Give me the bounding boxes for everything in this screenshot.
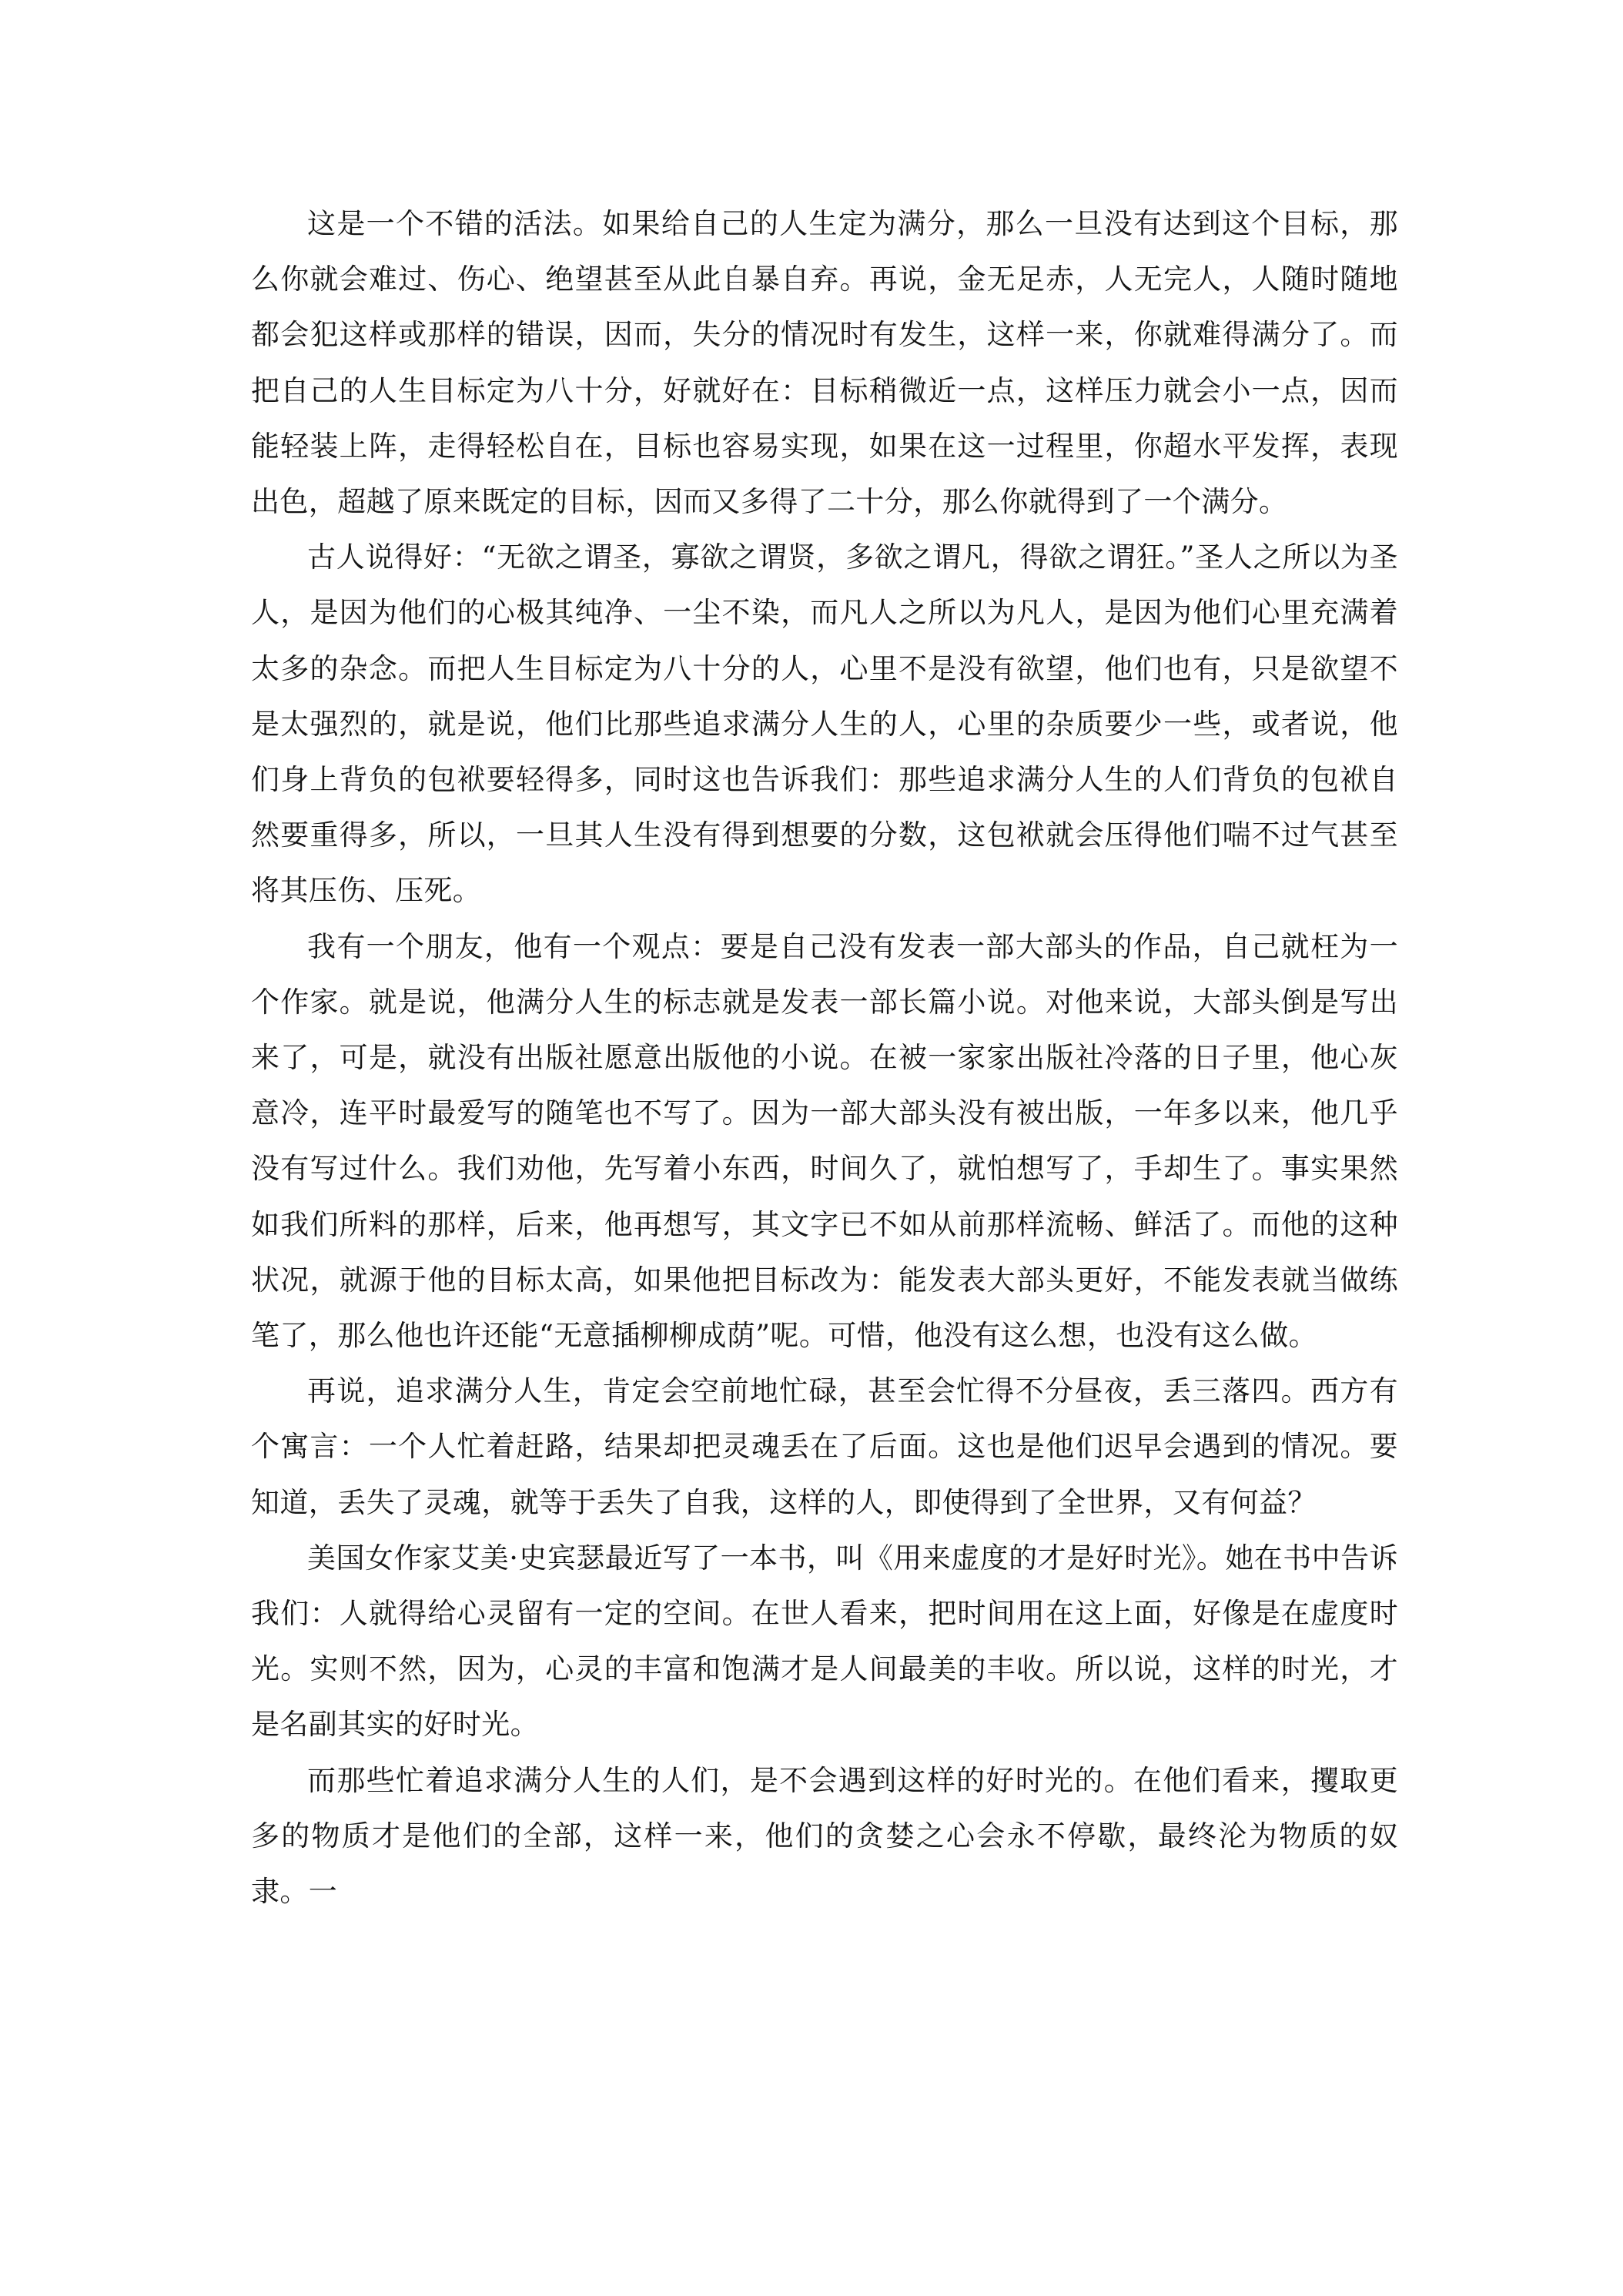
article-body bbox=[251, 196, 1398, 1919]
paragraph-4: 再说，追求满分人生，肯定会空前地忙碌，甚至会忙得不分昼夜，丢三落四。西方有个寓言：一个人忙着赶路，结果却把灵魂丢在了后面。这也是他们迟早会遇到的情况。要知道，丢失了灵魂，就等于丢失了自我，这样的人，即使得到了全世界，又有何益？ bbox=[251, 1374, 1398, 1519]
paragraph-6: 而那些忙着追求满分人生的人们，是不会遇到这样的好时光的。在他们看来，攫取更多的物质才是他们的全部，这样一来，他们的贪婪之心会永不停歇，最终沦为物质的奴隶。一 bbox=[251, 1763, 1398, 1909]
paragraph-5: 美国女作家艾美·史宾瑟最近写了一本书，叫《用来虚度的才是好时光》。她在书中告诉我们：人就得给心灵留有一定的空间。在世人看来，把时间用在这上面，好像是在虚度时光。实则不然，因为，心灵的丰富和饱满才是人间最美的丰收。所以说，这样的时光，才是名副其实的好时光。 bbox=[251, 1541, 1398, 1742]
paragraph-3: 我有一个朋友，他有一个观点：要是自己没有发表一部大部头的作品，自己就枉为一个作家。就是说，他满分人生的标志就是发表一部长篇小说。对他来说，大部头倒是写出来了，可是，就没有出版社愿意出版他的小说。在被一家家出版社冷落的日子里，他心灰意冷，连平时最爱写的随笔也不写了。因为一部大部头没有被出版，一年多以来，他几乎没有写过什么。我们劝他，先写着小东西，时间久了，就怕想写了，手却生了。事实果然如我们所料的那样，后来，他再想写，其文字已不如从前那样流畅、鲜活了。而他的这种状况，就源于他的目标太高，如果他把目标改为：能发表大部头更好，不能发表就当做练笔了，那么他也许还能“无意插柳柳成荫”呢。可惜，他没有这么想，也没有这么做。 bbox=[251, 929, 1398, 1353]
paragraph-1: 这是一个不错的活法。如果给自己的人生定为满分，那么一旦没有达到这个目标，那么你就会难过、伤心、绝望甚至从此自暴自弃。再说，金无足赤，人无完人，人随时随地都会犯这样或那样的错误，因而，失分的情况时有发生，这样一来，你就难得满分了。而把自己的人生目标定为八十分，好就好在：目标稍微近一点，这样压力就会小一点，因而能轻装上阵，走得轻松自在，目标也容易实现，如果在这一过程里，你超水平发挥，表现出色，超越了原来既定的目标，因而又多得了二十分，那么你就得到了一个满分。 bbox=[251, 207, 1398, 519]
paragraph-2: 古人说得好：“无欲之谓圣，寡欲之谓贤，多欲之谓凡，得欲之谓狂。”圣人之所以为圣人，是因为他们的心极其纯净、一尘不染，而凡人之所以为凡人，是因为他们心里充满着太多的杂念。而把人生目标定为八十分的人，心里不是没有欲望，他们也有，只是欲望不是太强烈的，就是说，他们比那些追求满分人生的人，心里的杂质要少一些，或者说，他们身上背负的包袱要轻得多，同时这也告诉我们：那些追求满分人生的人们背负的包袱自然要重得多，所以，一旦其人生没有得到想要的分数，这包袱就会压得他们喘不过气甚至将其压伤、压死。 bbox=[251, 541, 1398, 908]
